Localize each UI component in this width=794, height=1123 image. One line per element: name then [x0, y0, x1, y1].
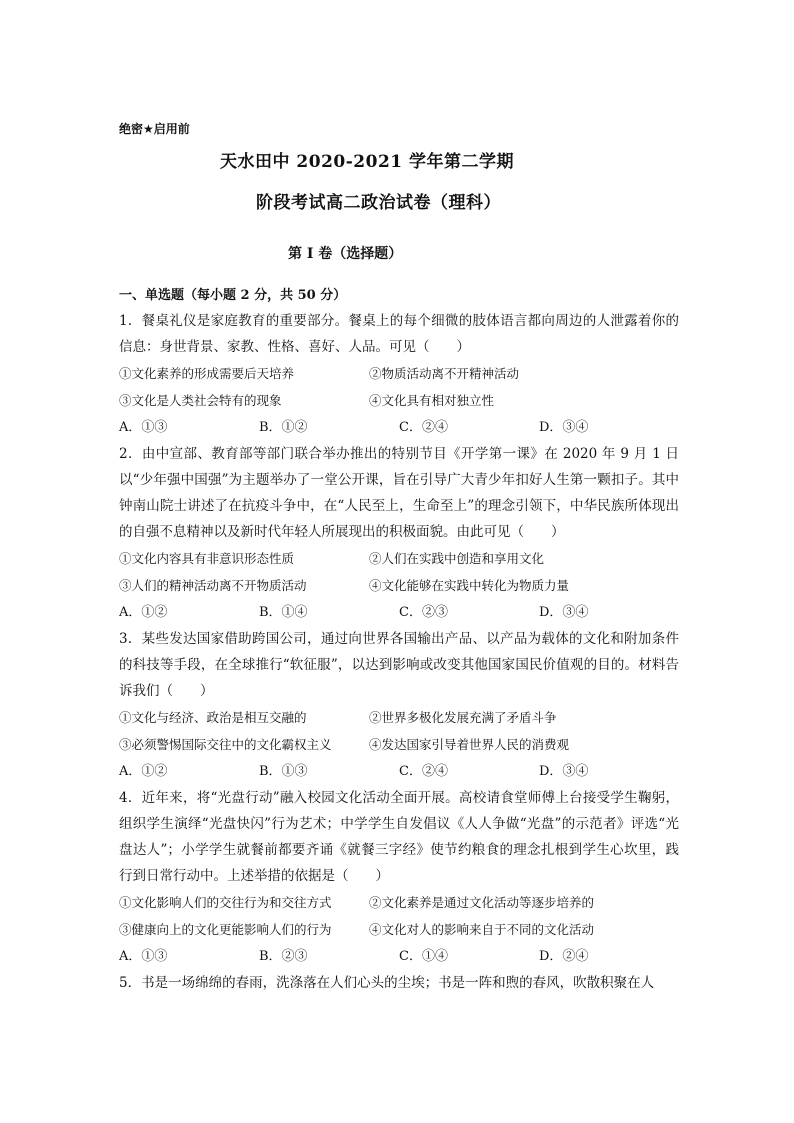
- exam-title-line2: 阶段考试高二政治试卷（理科）: [256, 193, 501, 213]
- statement-row: [119, 387, 679, 414]
- choice-a[interactable]: A．①③: [119, 949, 168, 964]
- answer-choices: [119, 599, 679, 626]
- volume-title: 第 I 卷（选择题）: [288, 246, 403, 262]
- question-list: [119, 308, 679, 996]
- question-stem: 5．书是一场绵绵的春雨，洗涤落在人们心头的尘埃；书是一阵和煦的春风，吹散积聚在人: [119, 975, 655, 991]
- statement: ②人们在实践中创造和享用文化: [369, 551, 545, 566]
- choice-a[interactable]: A．①③: [119, 420, 168, 435]
- choice-a[interactable]: A．①②: [119, 605, 168, 620]
- statement-row: [119, 916, 679, 943]
- choice-c[interactable]: C．②③: [399, 605, 448, 620]
- choice-b[interactable]: B．①③: [259, 764, 308, 779]
- choice-d[interactable]: D．③④: [539, 420, 589, 435]
- choice-d[interactable]: D．③④: [539, 605, 589, 620]
- statement: ③必须警惕国际交往中的文化霸权主义: [119, 737, 332, 752]
- statement: ③健康向上的文化更能影响人们的行为: [119, 922, 332, 937]
- choice-d[interactable]: D．③④: [539, 764, 589, 779]
- statement-row: [119, 889, 679, 916]
- statement: ①文化与经济、政治是相互交融的: [119, 710, 307, 725]
- statement: ①文化影响人们的交往行为和交往方式: [119, 895, 332, 910]
- choice-c[interactable]: C．②④: [399, 764, 448, 779]
- question-4: [119, 785, 679, 970]
- statement: ②文化素养是通过文化活动等逐步培养的: [369, 895, 595, 910]
- question-stem: 1．餐桌礼仪是家庭教育的重要部分。餐桌上的每个细微的肢体语言都向周边的人泄露着你的信息：身世背景、家教、性格、喜好、人品。可见（ ）: [119, 313, 679, 355]
- statement: ③文化是人类社会特有的现象: [119, 393, 282, 408]
- statement: ①文化素养的形成需要后天培养: [119, 366, 295, 381]
- statement: ②物质活动离不开精神活动: [369, 366, 520, 381]
- question-stem: 3．某些发达国家借助跨国公司，通过向世界各国输出产品、以产品为载体的文化和附加条件的科技等手段，在全球推行“软征服”，以达到影响或改变其他国家国民价值观的目的。材料告诉我们（ ）: [119, 631, 679, 699]
- section-heading: 一、单选题（每小题 2 分，共 50 分）: [119, 288, 347, 303]
- answer-choices: [119, 414, 679, 441]
- answer-choices: [119, 943, 679, 970]
- choice-c[interactable]: C．①④: [399, 949, 448, 964]
- choice-d[interactable]: D．②④: [539, 949, 589, 964]
- statement-row: [119, 704, 679, 731]
- question-2: [119, 441, 679, 626]
- question-1: [119, 308, 679, 441]
- question-5: [119, 970, 679, 996]
- statement: ④文化能够在实践中转化为物质力量: [369, 578, 570, 593]
- statement-row: [119, 545, 679, 572]
- statement: ④发达国家引导着世界人民的消费观: [369, 737, 570, 752]
- statement-row: [119, 731, 679, 758]
- choice-b[interactable]: B．①②: [259, 420, 308, 435]
- exam-title-line1: 天水田中 2020-2021 学年第二学期: [220, 152, 515, 172]
- choice-b[interactable]: B．①④: [259, 605, 308, 620]
- choice-a[interactable]: A．①②: [119, 764, 168, 779]
- statement-row: [119, 572, 679, 599]
- question-stem: 2．由中宣部、教育部等部门联合举办推出的特别节目《开学第一课》在 2020 年 9 月 1 日以“少年强中国强”为主题举办了一堂公开课，旨在引导广大青少年扣好人生第一颗扣子。其中钟南山院士讲述了在抗疫斗争中，在“人民至上，生命至上”的理念引领下，中华民族所体现出的自强不息精神以及新时代年轻人所展现出的积极面貌。由此可见（ ）: [119, 446, 679, 540]
- statement: ③人们的精神活动离不开物质活动: [119, 578, 307, 593]
- statement: ④文化对人的影响来自于不同的文化活动: [369, 922, 595, 937]
- question-stem: 4．近年来，将“光盘行动”融入校园文化活动全面开展。高校请食堂师傅上台接受学生鞠躬，组织学生演绎“光盘快闪”行为艺术；中学学生自发倡议《人人争做“光盘”的示范者》评选“光盘达人”；小学学生就餐前都要齐诵《就餐三字经》使节约粮食的理念扎根到学生心坎里，践行到日常行动中。上述举措的依据是（ ）: [119, 790, 679, 884]
- statement: ①文化内容具有非意识形态性质: [119, 551, 295, 566]
- statement: ④文化具有相对独立性: [369, 393, 495, 408]
- secret-mark: 绝密★启用前: [119, 122, 190, 136]
- choice-c[interactable]: C．②④: [399, 420, 448, 435]
- answer-choices: [119, 758, 679, 785]
- question-3: [119, 626, 679, 785]
- statement-row: [119, 360, 679, 387]
- choice-b[interactable]: B．②③: [259, 949, 308, 964]
- statement: ②世界多极化发展充满了矛盾斗争: [369, 710, 557, 725]
